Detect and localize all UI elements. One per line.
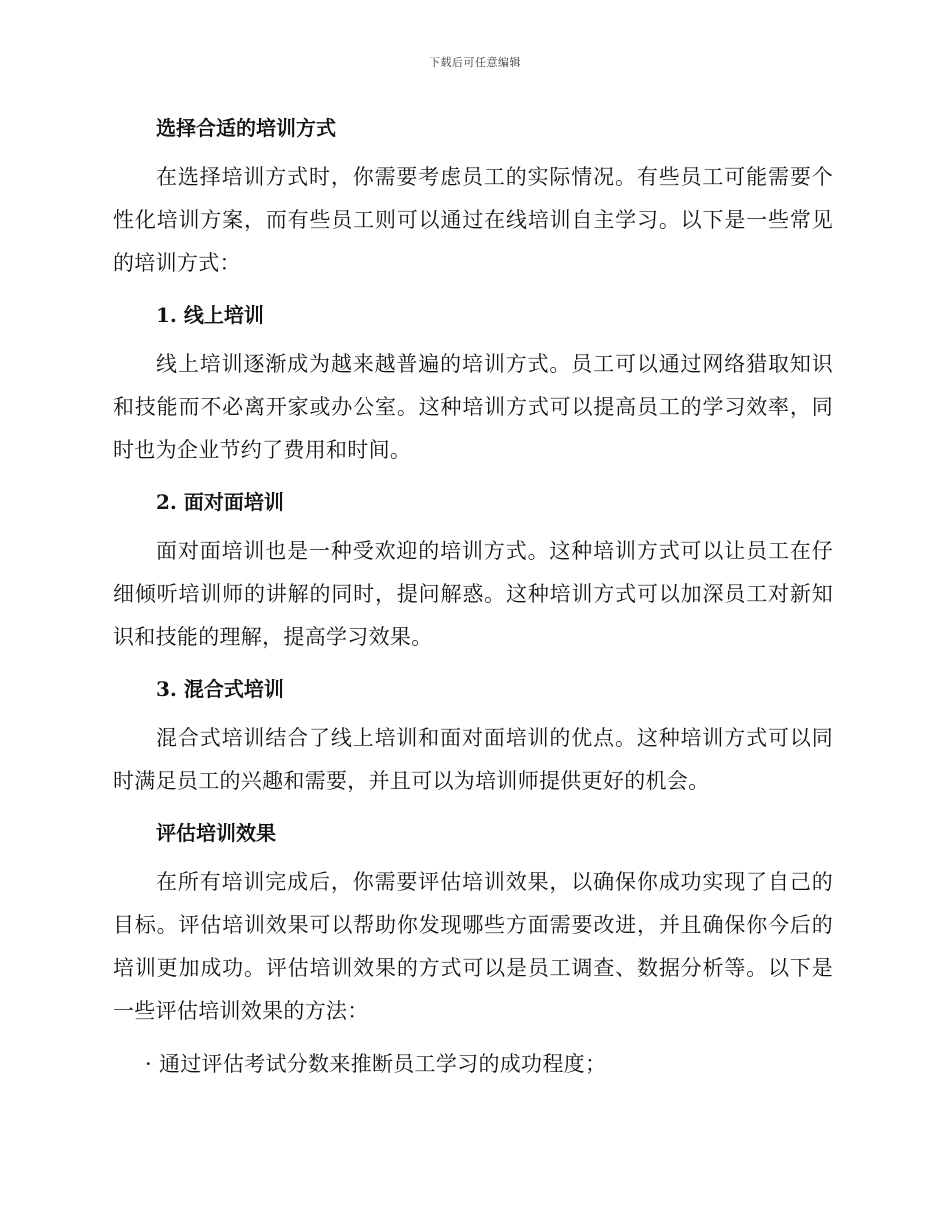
section-heading-blended: 3. 混合式培训 (156, 677, 284, 701)
section-heading-online-training: 1. 线上培训 (156, 303, 264, 327)
section-heading-face-to-face: 2. 面对面培训 (156, 490, 284, 514)
section-heading-choose-method: 选择合适的培训方式 (156, 116, 336, 140)
paragraph-online-training: 线上培训逐渐成为越来越普遍的培训方式。员工可以通过网络猎取知识和技能而不必离开家或办公室。这种培训方式可以提高员工的学习效率，同时也为企业节约了费用和时间。 (113, 352, 833, 462)
paragraph-blended: 混合式培训结合了线上培训和面对面培训的优点。这种培训方式可以同时满足员工的兴趣和需要，并且可以为培训师提供更好的机会。 (113, 726, 833, 793)
paragraph-face-to-face: 面对面培训也是一种受欢迎的培训方式。这种培训方式可以让员工在仔细倾听培训师的讲解的同时，提问解惑。这种培训方式可以加深员工对新知识和技能的理解，提高学习效果。 (113, 539, 833, 649)
page-header: 下载后可任意编辑 (429, 56, 521, 69)
paragraph-choose-method: 在选择培训方式时，你需要考虑员工的实际情况。有些员工可能需要个性化培训方案，而有些员工则可以通过在线培训自主学习。以下是一些常见的培训方式： (113, 165, 833, 275)
bullet-item: · 通过评估考试分数来推断员工学习的成功程度； (145, 1052, 607, 1076)
document-body (113, 108, 833, 1086)
section-heading-evaluate: 评估培训效果 (156, 821, 276, 845)
paragraph-evaluate: 在所有培训完成后，你需要评估培训效果，以确保你成功实现了自己的目标。评估培训效果可以帮助你发现哪些方面需要改进，并且确保你今后的培训更加成功。评估培训效果的方式可以是员工调查、数据分析等。以下是一些评估培训效果的方法： (113, 870, 833, 1023)
